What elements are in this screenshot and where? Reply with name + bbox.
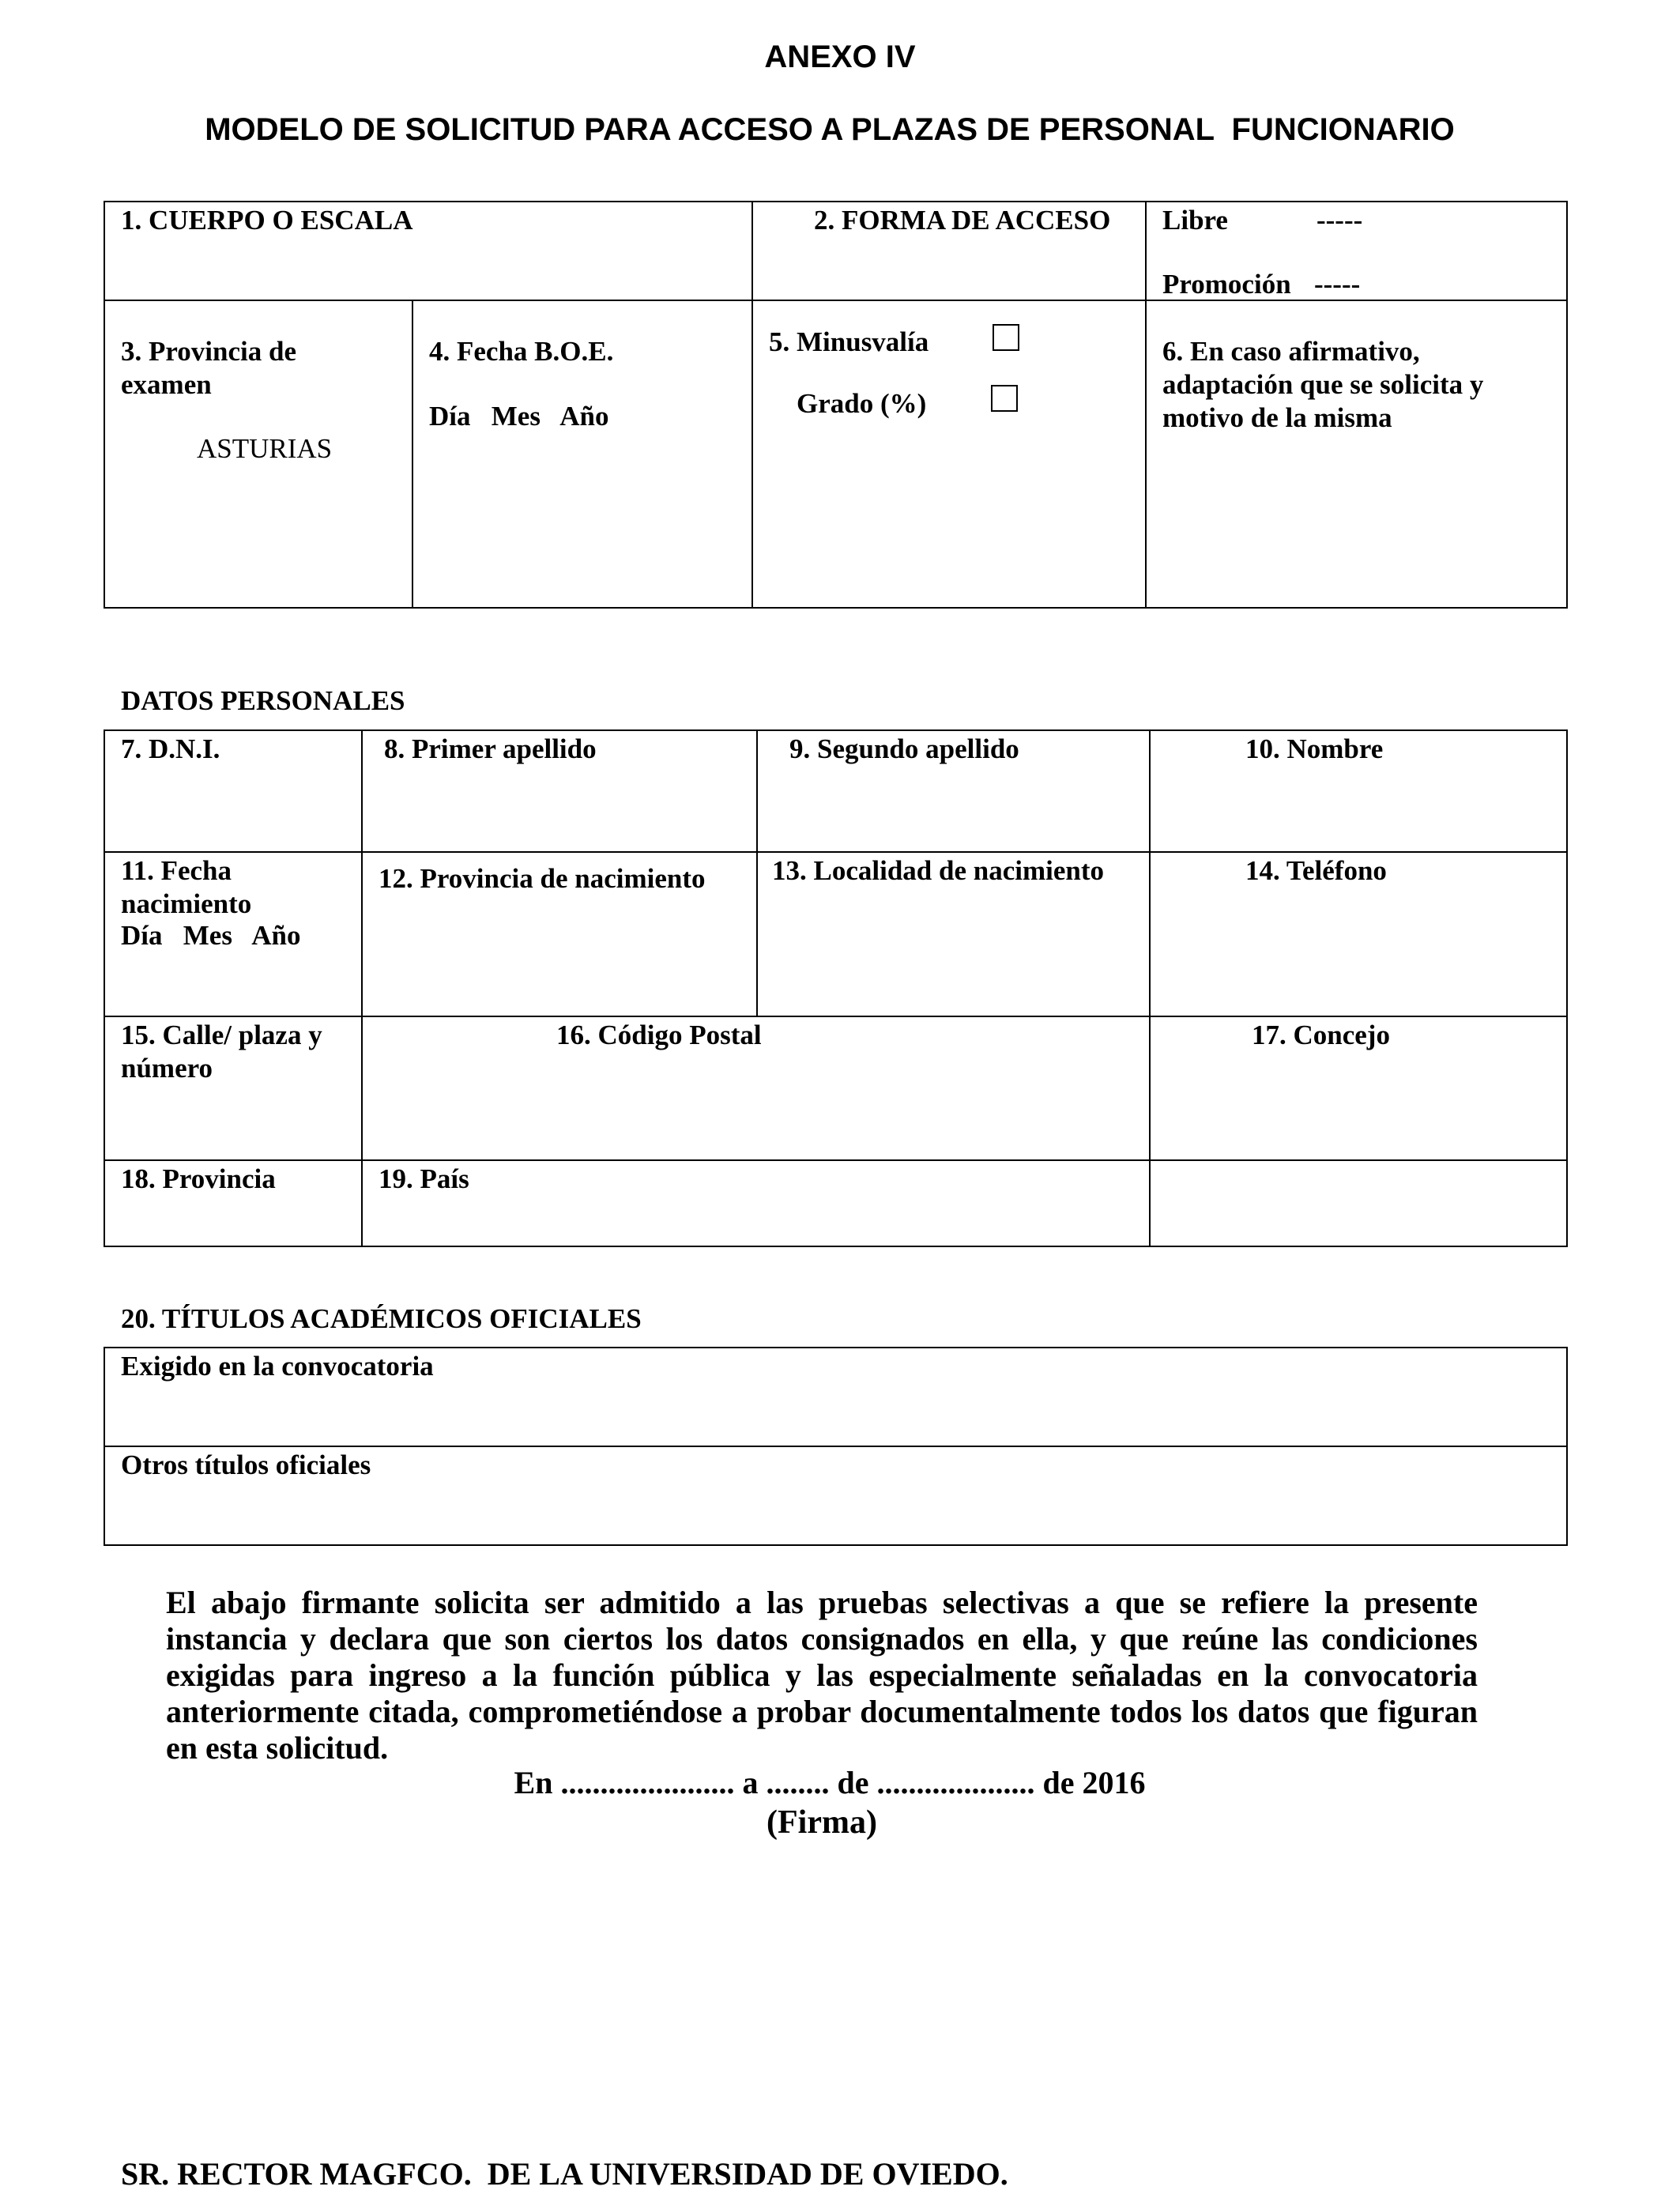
concejo-label: 17. Concejo	[1252, 1020, 1390, 1050]
grado-checkbox[interactable]	[991, 385, 1018, 412]
calle-label: 15. Calle/ plaza y	[121, 1020, 322, 1050]
primer-apellido-label: 8. Primer apellido	[384, 733, 597, 764]
dni-label: 7. D.N.I.	[121, 733, 220, 764]
adaptacion-label: 6. En caso afirmativo,	[1162, 336, 1420, 367]
adaptacion-label-2: adaptación que se solicita y	[1162, 369, 1484, 400]
fecha-nacimiento-label: 11. Fecha	[121, 855, 232, 886]
addressee: SR. RECTOR MAGFCO. DE LA UNIVERSIDAD DE OVIEDO.	[121, 2156, 1008, 2192]
provincia-examen-label-2: examen	[121, 369, 212, 400]
titulos-heading: 20. TÍTULOS ACADÉMICOS OFICIALES	[121, 1303, 642, 1334]
codigo-postal-label: 16. Código Postal	[556, 1020, 762, 1050]
localidad-nacimiento-label: 13. Localidad de nacimiento	[772, 855, 1105, 886]
datos-personales-heading: DATOS PERSONALES	[121, 685, 405, 716]
cuerpo-escala-label: 1. CUERPO O ESCALA	[121, 205, 413, 236]
personal-data-table	[104, 729, 1568, 1247]
calle-label-2: número	[121, 1053, 213, 1084]
otros-titulos-label: Otros títulos oficiales	[121, 1449, 371, 1480]
fecha-nacimiento-dia-mes-anio: Día Mes Año	[121, 920, 301, 951]
fecha-boe-dia-mes-anio: Día Mes Año	[429, 401, 609, 432]
fecha-boe-label: 4. Fecha B.O.E.	[429, 336, 614, 367]
declaration-text: El abajo firmante solicita ser admitido a las pruebas selectivas a que se refiere la presente instancia y declara que son ciertos los datos consignados en ella, y que reúne las condiciones exigidas para ingreso a la función pública y las especialmente señaladas en la convocatoria anteriormente citada, comprometiéndose a probar documentalmente todos los datos que figuran en esta solicitud.	[166, 1585, 1478, 1766]
promocion-option[interactable]: Promoción	[1162, 269, 1291, 300]
nombre-label: 10. Nombre	[1245, 733, 1384, 764]
adaptacion-label-3: motivo de la misma	[1162, 402, 1392, 433]
exigido-label: Exigido en la convocatoria	[121, 1351, 434, 1382]
grado-label: Grado (%)	[797, 388, 927, 419]
provincia-examen-label: 3. Provincia de	[121, 336, 296, 367]
promocion-dashes: -----	[1314, 269, 1361, 300]
provincia-examen-value: ASTURIAS	[197, 433, 333, 464]
pais-label: 19. País	[379, 1163, 469, 1194]
provincia-label: 18. Provincia	[121, 1163, 276, 1194]
forma-acceso-label: 2. FORMA DE ACCESO	[814, 205, 1111, 236]
place-date-line: En ...................... a ........ de .................... de 2016	[514, 1765, 1146, 1800]
annex-title: ANEXO IV	[764, 40, 916, 74]
fecha-nacimiento-label-2: nacimiento	[121, 888, 252, 919]
minusvalia-checkbox[interactable]	[993, 324, 1019, 351]
provincia-nacimiento-label: 12. Provincia de nacimiento	[379, 863, 706, 894]
form-title: MODELO DE SOLICITUD PARA ACCESO A PLAZAS DE PERSONAL FUNCIONARIO	[205, 112, 1455, 147]
telefono-label: 14. Teléfono	[1245, 855, 1387, 886]
libre-option[interactable]: Libre	[1162, 205, 1228, 236]
libre-dashes: -----	[1317, 205, 1363, 236]
segundo-apellido-label: 9. Segundo apellido	[789, 733, 1019, 764]
firma-label: (Firma)	[767, 1804, 877, 1841]
minusvalia-label: 5. Minusvalía	[769, 326, 929, 357]
